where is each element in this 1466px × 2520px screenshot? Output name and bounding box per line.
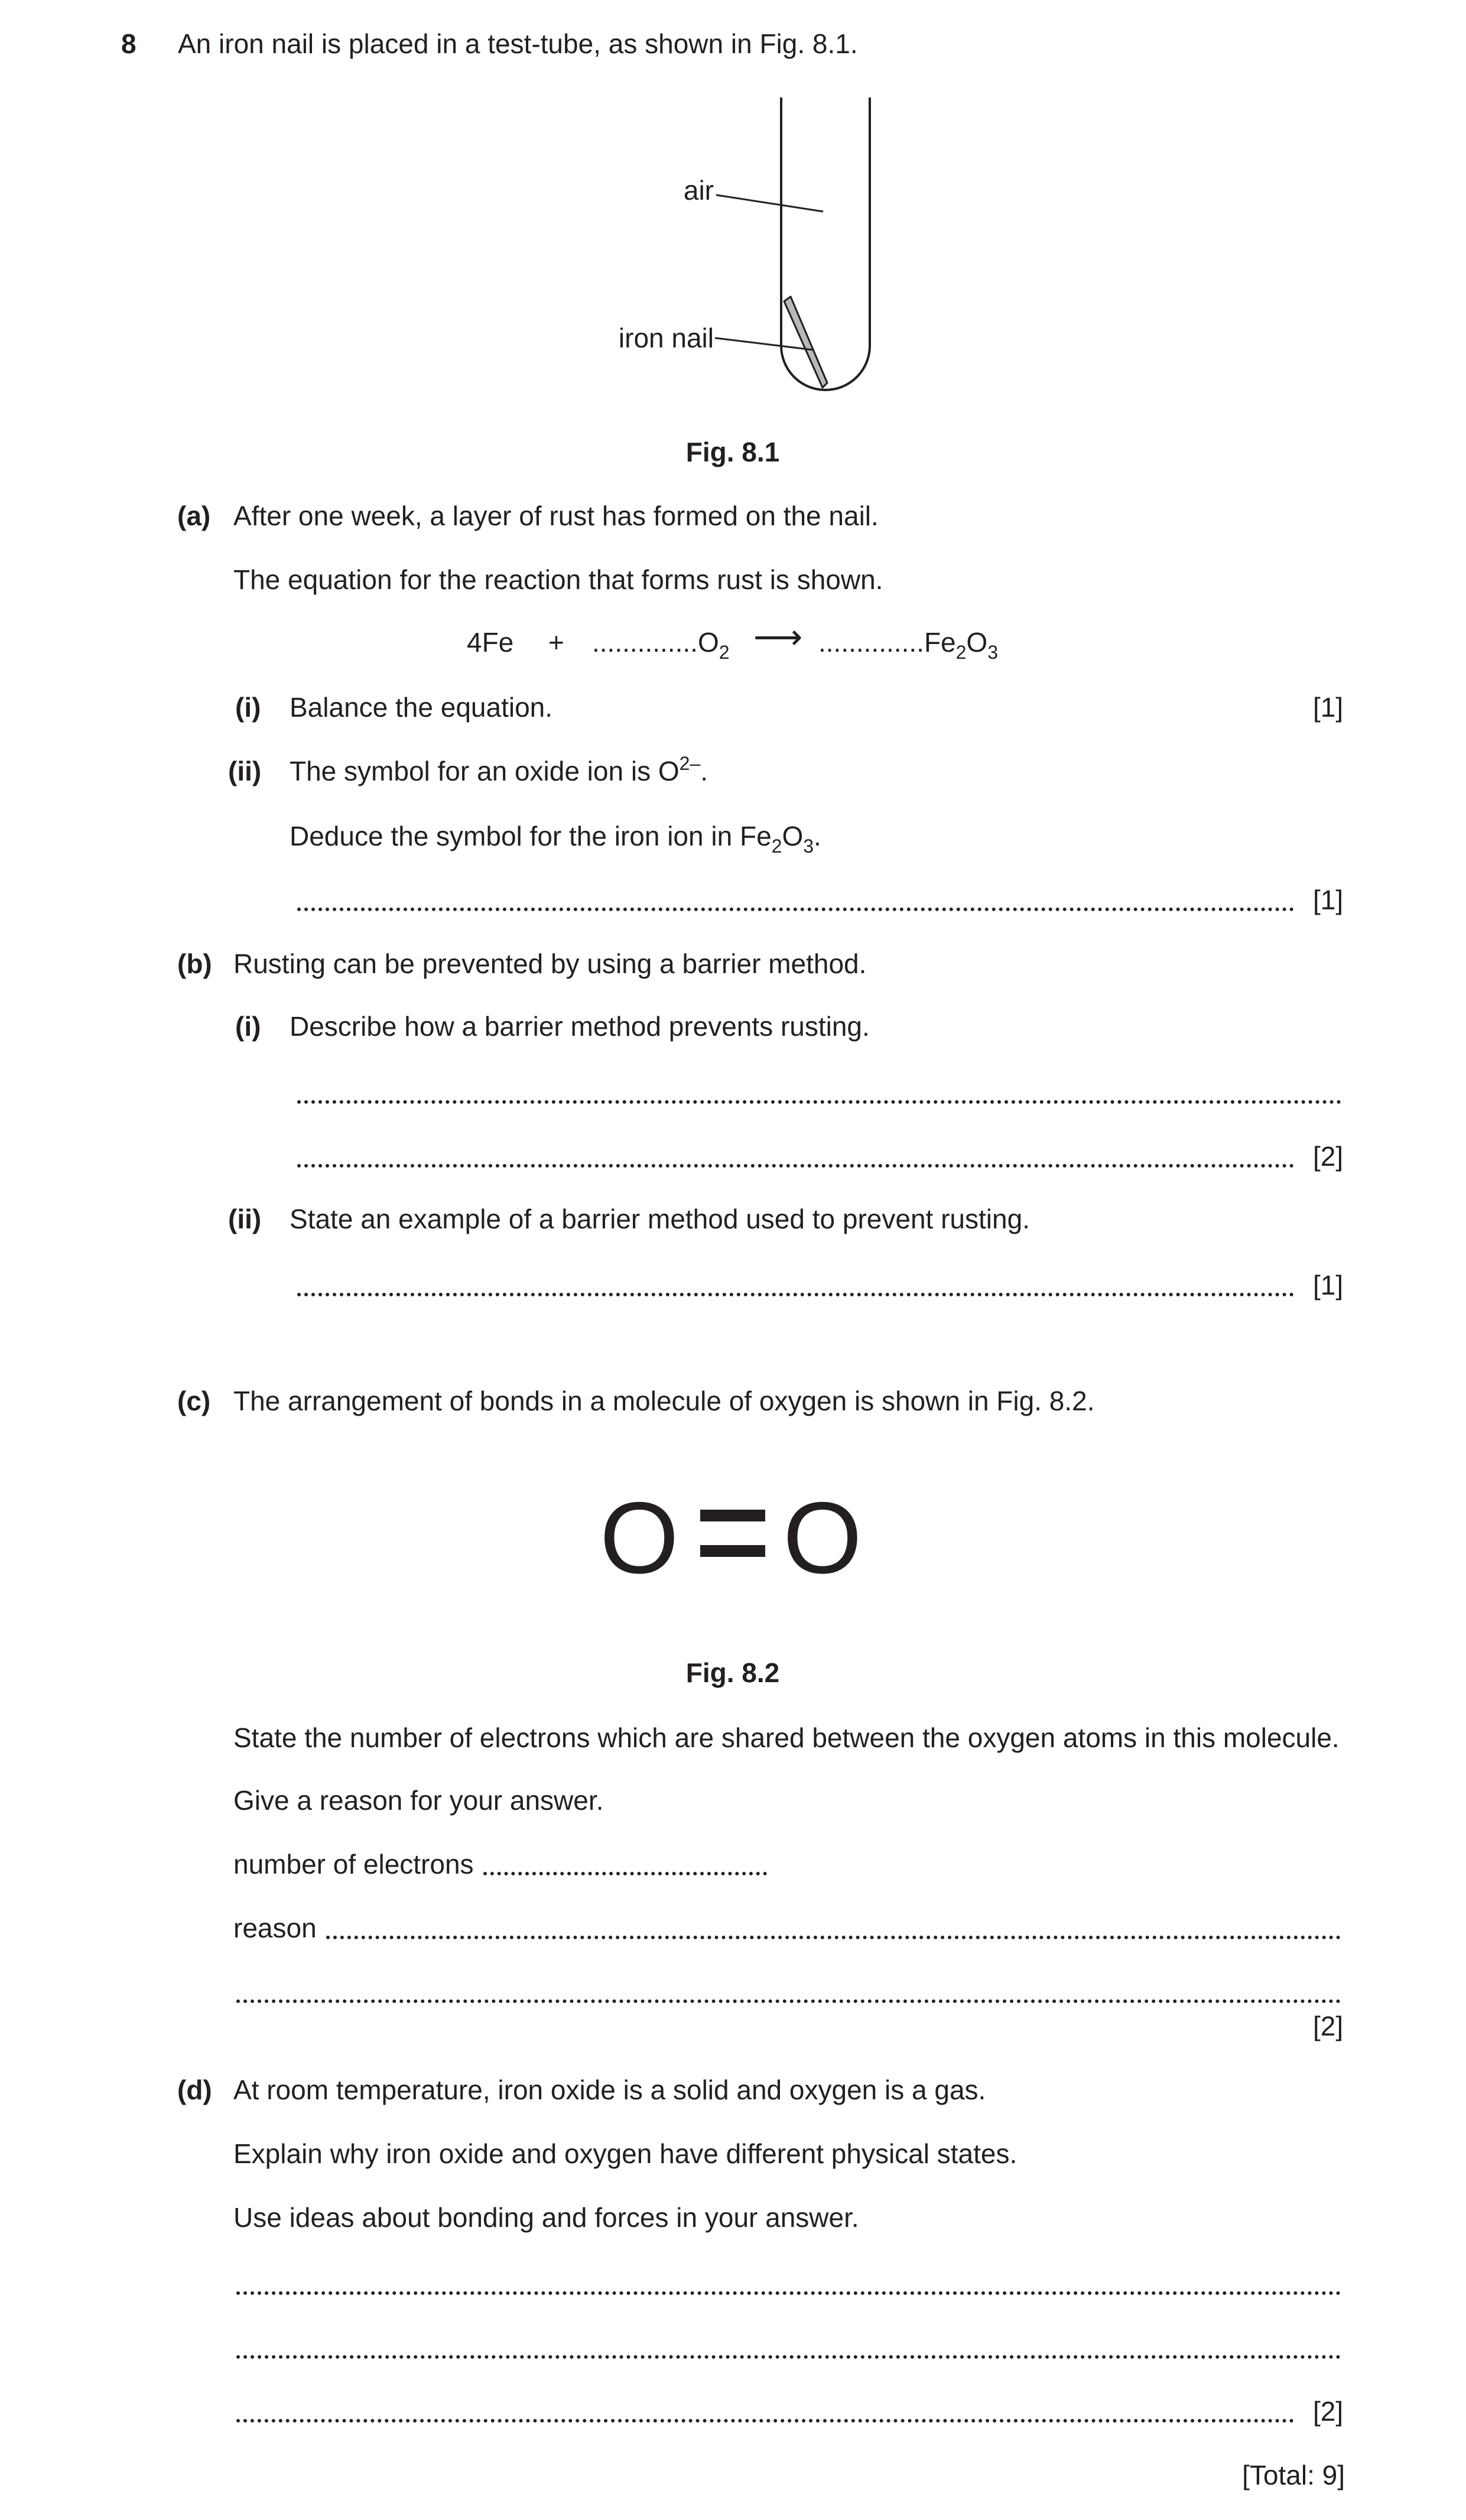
air-pointer-line	[716, 195, 823, 212]
bond-line-bottom	[700, 1545, 765, 1557]
test-tube-outline	[781, 97, 870, 390]
part-a-i-text: Balance the equation.	[290, 692, 553, 723]
equation-arrow: ⟶	[753, 618, 803, 656]
part-d-text2: Explain why iron oxide and oxygen have different physical states.	[233, 2138, 1018, 2169]
part-b-i-marks: [2]	[1313, 1141, 1344, 1172]
part-b-ii-text: State an example of a barrier method used to prevent rusting.	[290, 1204, 1030, 1234]
answer-line-electrons[interactable]	[483, 1872, 767, 1875]
number-of-electrons-label: number of electrons	[233, 1849, 474, 1880]
part-a-ii-deduce: Deduce the symbol for the iron ion in $Fe_2O_3$.	[290, 821, 821, 857]
bond-line-top	[700, 1510, 765, 1521]
oxygen-atom-left: O	[600, 1481, 679, 1595]
question-intro: An iron nail is placed in a test-tube, as shown in Fig. 8.1.	[178, 28, 858, 59]
part-b-text: Rusting can be prevented by using a barrier method.	[233, 948, 867, 979]
double-bond	[700, 1510, 765, 1560]
part-a-ii-label: (ii)	[228, 756, 262, 786]
part-b-ii-marks: [1]	[1313, 1270, 1344, 1300]
total-marks: [Total: 9]	[1242, 2460, 1345, 2490]
part-c-reason-prompt: Give a reason for your answer.	[233, 1785, 604, 1816]
answer-line-d-1[interactable]	[236, 2291, 1341, 2295]
part-c-marks: [2]	[1313, 2011, 1344, 2041]
answer-line-b-i-1[interactable]	[297, 1100, 1341, 1104]
reason-label: reason	[233, 1913, 317, 1943]
part-a-label: (a)	[177, 500, 211, 531]
oxide-charge: 2–	[679, 753, 701, 774]
answer-line-b-ii[interactable]	[297, 1293, 1294, 1296]
part-d-text3: Use ideas about bonding and forces in your answer.	[233, 2202, 859, 2233]
part-c-state: State the number of electrons which are shared between the oxygen atoms in this molecule.	[233, 1722, 1340, 1753]
part-b-i-text: Describe how a barrier method prevents rusting.	[290, 1011, 870, 1042]
part-a-text2: The equation for the reaction that forms rust is shown.	[233, 564, 883, 595]
answer-line-d-3[interactable]	[236, 2419, 1294, 2423]
part-b-ii-label: (ii)	[228, 1204, 262, 1234]
answer-line-reason-2[interactable]	[236, 1999, 1341, 2003]
part-b-i-label: (i)	[235, 1011, 261, 1042]
part-c-label: (c)	[177, 1386, 211, 1416]
part-c-text: The arrangement of bonds in a molecule of oxygen is shown in Fig. 8.2.	[233, 1386, 1095, 1416]
nail-pointer-line	[715, 338, 812, 350]
label-air: air	[683, 175, 714, 206]
equation-plus: +	[548, 627, 564, 658]
part-d-text1: At room temperature, iron oxide is a solid and oxygen is a gas.	[233, 2074, 986, 2105]
part-a-ii-marks: [1]	[1313, 885, 1344, 915]
test-tube-diagram	[0, 0, 1466, 473]
answer-line-b-i-2[interactable]	[297, 1164, 1294, 1168]
fig-8-2-caption: Fig. 8.2	[685, 1657, 780, 1688]
iron-oxide-coefficient-blank[interactable]: ..............	[818, 627, 924, 658]
part-a-ii-text: The symbol for an oxide ion is $O^{2-}$.	[290, 753, 708, 786]
equation-reactant-iron: 4Fe	[467, 627, 514, 658]
oxygen-coefficient-blank[interactable]: ..............	[592, 627, 698, 658]
part-a-i-marks: [1]	[1313, 692, 1344, 723]
equation-oxygen: $..............O_2$	[592, 627, 730, 663]
part-b-label: (b)	[177, 948, 212, 979]
oxygen-atom-right: O	[783, 1481, 862, 1595]
fig-8-1-caption: Fig. 8.1	[685, 437, 780, 467]
part-a-text1: After one week, a layer of rust has formed on the nail.	[233, 500, 879, 531]
answer-line-a-ii[interactable]	[297, 908, 1294, 911]
question-number: 8	[121, 28, 136, 59]
answer-line-d-2[interactable]	[236, 2355, 1341, 2359]
answer-line-reason-1[interactable]	[326, 1936, 1341, 1939]
part-a-i-label: (i)	[235, 692, 261, 723]
equation-product: $..............Fe_2O_3$	[818, 627, 998, 663]
label-iron-nail: iron nail	[618, 323, 714, 353]
part-d-marks: [2]	[1313, 2396, 1344, 2427]
part-d-label: (d)	[177, 2074, 212, 2105]
